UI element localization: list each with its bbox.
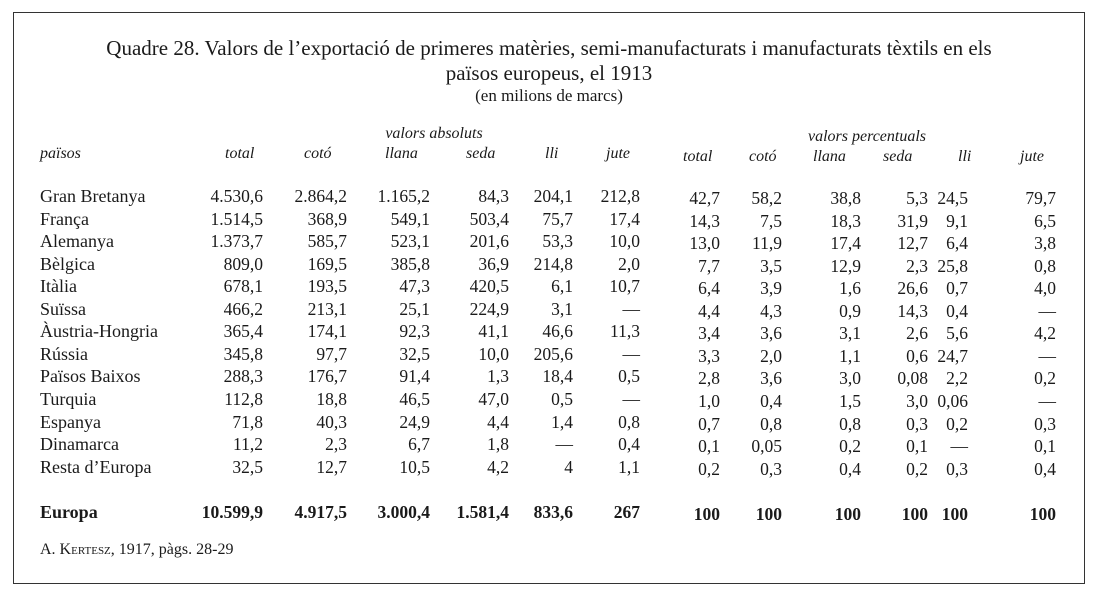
table-cell-pct-lli: 5,6	[946, 323, 968, 344]
row-country-name: França	[40, 208, 89, 229]
table-cell-pct-cotó: 7,5	[760, 210, 782, 231]
table-cell-abs-total: 345,8	[223, 343, 263, 364]
table-cell-abs-cotó: 193,5	[307, 276, 347, 297]
table-cell-abs-total: 288,3	[223, 366, 263, 387]
table-cell-pct-llana: 18,3	[830, 210, 861, 231]
table-cell-abs-cotó: 4.917,5	[294, 502, 347, 522]
table-cell-pct-total: 3,4	[698, 323, 720, 344]
table-cell-abs-cotó: 18,8	[316, 388, 347, 409]
table-cell-abs-lli: 6,1	[551, 276, 573, 297]
column-header-abs-lli: lli	[545, 145, 559, 162]
table-cell-abs-jute: 10,7	[609, 276, 640, 297]
table-cell-abs-seda: 47,0	[478, 388, 509, 409]
table-cell-pct-lli: 0,7	[946, 278, 968, 299]
column-header-abs-llana: llana	[385, 145, 418, 162]
table-cell-abs-lli: 46,6	[542, 321, 573, 342]
row-country-name: Dinamarca	[40, 434, 119, 455]
table-cell-abs-seda: 420,5	[469, 276, 509, 297]
table-cell-abs-jute: —	[622, 388, 640, 409]
column-header-pct-lli: lli	[958, 148, 972, 165]
table-cell-pct-jute: 6,5	[1034, 210, 1056, 231]
table-cell-pct-lli: 0,3	[946, 458, 968, 479]
table-cell-abs-lli: 18,4	[542, 366, 573, 387]
table-cell-abs-seda: 41,1	[478, 321, 509, 342]
table-cell-abs-seda: 201,6	[469, 231, 509, 252]
table-cell-abs-cotó: 176,7	[307, 366, 347, 387]
table-cell-abs-cotó: 40,3	[316, 411, 347, 432]
table-cell-abs-seda: 1,8	[487, 434, 509, 455]
table-cell-abs-seda: 503,4	[469, 208, 509, 229]
table-cell-abs-cotó: 169,5	[307, 253, 347, 274]
table-cell-abs-llana: 549,1	[390, 208, 430, 229]
table-cell-pct-jute: 0,1	[1034, 436, 1056, 457]
table-cell-abs-seda: 1,3	[487, 366, 509, 387]
table-cell-abs-seda: 36,9	[478, 253, 509, 274]
table-cell-pct-seda: 0,3	[906, 413, 928, 434]
row-country-name: Gran Bretanya	[40, 186, 146, 206]
table-cell-pct-lli: 9,1	[946, 210, 968, 231]
table-cell-pct-jute: 3,8	[1034, 233, 1056, 254]
table-cell-abs-lli: 3,1	[551, 298, 573, 319]
table-cell-pct-cotó: 3,6	[760, 323, 782, 344]
table-title: Quadre 28. Valors de l’exportació de primeres matèries, semi-manufacturats i manufacturats tèxtils en els	[106, 36, 992, 60]
table-cell-abs-seda: 4,2	[487, 456, 509, 477]
table-cell-pct-jute: 0,4	[1034, 458, 1056, 479]
table-cell-abs-total: 71,8	[232, 411, 263, 432]
group-header-percent: valors percentuals	[807, 128, 927, 145]
table-cell-pct-jute: 0,3	[1034, 413, 1056, 434]
table-cell-abs-llana: 24,9	[399, 411, 430, 432]
table-cell-abs-total: 678,1	[223, 276, 263, 297]
table-cell-abs-lli: 75,7	[542, 208, 573, 229]
table-cell-pct-seda: 14,3	[897, 300, 928, 321]
table-cell-pct-cotó: 4,3	[760, 300, 782, 321]
table-cell-pct-lli: 6,4	[946, 233, 968, 254]
table-cell-abs-cotó: 213,1	[307, 298, 347, 319]
table-cell-pct-lli: 0,06	[937, 390, 968, 411]
table-cell-pct-cotó: 3,9	[760, 278, 782, 299]
table-cell-pct-jute: 4,0	[1034, 278, 1056, 299]
table-cell-pct-jute: —	[1038, 300, 1056, 321]
table-cell-abs-cotó: 2,3	[325, 434, 347, 455]
row-country-name: Suïssa	[40, 298, 87, 319]
table-cell-abs-total: 11,2	[233, 434, 263, 455]
table-cell-pct-llana: 1,1	[839, 345, 861, 366]
table-cell-pct-seda: 2,6	[906, 323, 928, 344]
table-cell-abs-seda: 4,4	[487, 411, 509, 432]
table-cell-pct-llana: 1,6	[839, 278, 861, 299]
table-cell-pct-seda: 0,2	[906, 458, 928, 479]
table-cell-abs-jute: —	[622, 343, 640, 364]
source-note	[40, 541, 233, 559]
table-cell-pct-lli: 0,2	[946, 413, 968, 434]
table-cell-pct-llana: 1,5	[839, 390, 861, 411]
table-cell-abs-jute: 212,8	[600, 186, 640, 206]
table-cell-pct-total: 4,4	[698, 300, 720, 321]
table-cell-pct-total: 0,7	[698, 413, 720, 434]
table-cell-pct-llana: 0,2	[839, 436, 861, 457]
table-cell-pct-cotó: 0,8	[760, 413, 782, 434]
table-cell-pct-lli: 24,5	[937, 188, 968, 208]
table-cell-pct-jute: 100	[1029, 504, 1056, 524]
table-cell-pct-lli: 2,2	[946, 368, 968, 389]
row-country-name: Àustria-Hongria	[40, 321, 158, 342]
table-cell-pct-seda: 3,0	[906, 390, 928, 411]
table-cell-pct-total: 6,4	[698, 278, 720, 299]
table-cell-abs-jute: 0,8	[618, 411, 640, 432]
table-cell-abs-lli: —	[555, 434, 573, 455]
table-cell-pct-seda: 0,1	[906, 436, 928, 457]
table-cell-pct-llana: 3,0	[839, 368, 861, 389]
table-cell-abs-llana: 32,5	[399, 343, 430, 364]
table-cell-abs-jute: 267	[613, 502, 640, 522]
table-cell-abs-lli: 833,6	[533, 502, 573, 522]
column-header-pct-jute: jute	[1020, 148, 1044, 165]
table-cell-pct-jute: 79,7	[1025, 188, 1056, 208]
table-cell-abs-total: 809,0	[223, 253, 263, 274]
table-cell-abs-jute: 2,0	[618, 253, 640, 274]
table-cell-abs-llana: 385,8	[390, 253, 430, 274]
table-cell-pct-total: 1,0	[698, 390, 720, 411]
table-cell-pct-total: 7,7	[698, 255, 720, 276]
table-cell-pct-total: 3,3	[698, 345, 720, 366]
table-cell-pct-total: 100	[693, 504, 720, 524]
table-cell-abs-lli: 0,5	[551, 388, 573, 409]
table-cell-abs-llana: 1.165,2	[377, 186, 430, 206]
column-header-pct-seda: seda	[883, 148, 913, 165]
table-cell-pct-seda: 12,7	[897, 233, 928, 254]
table-cell-abs-llana: 6,7	[408, 434, 430, 455]
table-cell-pct-seda: 26,6	[897, 278, 928, 299]
table-cell-abs-jute: —	[622, 298, 640, 319]
table-cell-abs-cotó: 2.864,2	[294, 186, 347, 206]
table-cell-pct-llana: 0,9	[839, 300, 861, 321]
table-cell-pct-total: 0,2	[698, 458, 720, 479]
table-cell-abs-total: 112,8	[224, 388, 263, 409]
table-cell-pct-llana: 17,4	[830, 233, 861, 254]
row-country-name: Turquia	[40, 388, 97, 409]
table-cell-abs-lli: 204,1	[533, 186, 573, 206]
table-cell-pct-jute: 0,2	[1034, 368, 1056, 389]
row-country-name: Rússia	[40, 343, 89, 364]
column-header-country: països	[40, 145, 81, 162]
table-cell-pct-lli: 25,8	[937, 255, 968, 276]
column-header-pct-total: total	[683, 148, 713, 165]
table-cell-abs-total: 10.599,9	[201, 502, 263, 522]
table-cell-abs-llana: 47,3	[399, 276, 430, 297]
table-cell-pct-llana: 3,1	[839, 323, 861, 344]
table-cell-pct-cotó: 3,6	[760, 368, 782, 389]
table-cell-abs-total: 4.530,6	[210, 186, 263, 206]
table-cell-abs-llana: 3.000,4	[377, 502, 430, 522]
source-details: , 1917, pàgs. 28-29	[110, 541, 234, 558]
table-cell-pct-total: 14,3	[689, 210, 720, 231]
table-cell-abs-lli: 1,4	[551, 411, 573, 432]
column-header-abs-seda: seda	[466, 145, 496, 162]
table-cell-abs-seda: 84,3	[478, 186, 509, 206]
table-cell-pct-cotó: 0,4	[760, 390, 782, 411]
column-header-abs-jute: jute	[606, 145, 630, 162]
table-cell-pct-cotó: 2,0	[760, 345, 782, 366]
table-cell-abs-llana: 92,3	[399, 321, 430, 342]
table-cell-abs-jute: 11,3	[610, 321, 640, 342]
table-title-line2: països europeus, el 1913	[445, 61, 653, 85]
table-cell-abs-seda: 1.581,4	[456, 502, 509, 522]
table-cell-abs-total: 1.514,5	[210, 208, 263, 229]
table-cell-pct-llana: 0,4	[839, 458, 861, 479]
table-cell-pct-cotó: 0,05	[751, 436, 782, 457]
table-cell-pct-total: 42,7	[689, 188, 720, 208]
table-cell-pct-cotó: 100	[755, 504, 782, 524]
table-cell-abs-llana: 10,5	[399, 456, 430, 477]
row-country-name: Països Baixos	[40, 366, 141, 387]
row-country-name: Bèlgica	[40, 253, 95, 274]
table-cell-pct-seda: 100	[901, 504, 928, 524]
table-cell-pct-lli: 0,4	[946, 300, 968, 321]
table-cell-abs-seda: 10,0	[478, 343, 509, 364]
column-header-pct-llana: llana	[813, 148, 846, 165]
table-cell-abs-jute: 10,0	[609, 231, 640, 252]
row-country-name: Europa	[40, 502, 98, 522]
table-cell-abs-lli: 205,6	[533, 343, 573, 364]
table-cell-abs-total: 466,2	[223, 298, 263, 319]
table-cell-pct-total: 2,8	[698, 368, 720, 389]
table-cell-pct-llana: 100	[834, 504, 861, 524]
column-header-abs-total: total	[225, 145, 255, 162]
column-header-abs-cotó: cotó	[304, 145, 332, 162]
table-cell-abs-total: 1.373,7	[210, 231, 263, 252]
table-cell-pct-jute: 0,8	[1034, 255, 1056, 276]
table-cell-pct-cotó: 0,3	[760, 458, 782, 479]
table-cell-pct-seda: 0,6	[906, 345, 928, 366]
group-header-absolute: valors absoluts	[385, 125, 483, 142]
row-country-name: Itàlia	[40, 276, 77, 297]
table-cell-pct-cotó: 3,5	[760, 255, 782, 276]
table-cell-abs-total: 32,5	[232, 456, 263, 477]
table-cell-pct-jute: 4,2	[1034, 323, 1056, 344]
table-cell-pct-seda: 0,08	[897, 368, 928, 389]
table-cell-abs-llana: 25,1	[399, 298, 430, 319]
table-cell-pct-lli: —	[950, 436, 968, 457]
table-cell-abs-jute: 17,4	[609, 208, 640, 229]
table-cell-abs-llana: 523,1	[390, 231, 430, 252]
table-cell-pct-jute: —	[1038, 345, 1056, 366]
source-author: A. Kertesz	[40, 541, 111, 558]
table-cell-pct-seda: 5,3	[906, 188, 928, 208]
table-subtitle: (en milions de marcs)	[475, 86, 623, 105]
row-country-name: Alemanya	[40, 231, 114, 252]
row-country-name: Espanya	[40, 411, 101, 432]
table-cell-abs-jute: 0,4	[618, 434, 640, 455]
table-cell-abs-total: 365,4	[223, 321, 263, 342]
table-cell-pct-lli: 100	[941, 504, 968, 524]
table-cell-pct-llana: 0,8	[839, 413, 861, 434]
table-cell-abs-cotó: 174,1	[307, 321, 347, 342]
table-cell-abs-cotó: 368,9	[307, 208, 347, 229]
table-cell-abs-seda: 224,9	[469, 298, 509, 319]
table-cell-pct-seda: 31,9	[897, 210, 928, 231]
table-cell-abs-lli: 214,8	[533, 253, 573, 274]
table-cell-pct-total: 0,1	[698, 436, 720, 457]
table-cell-pct-llana: 12,9	[830, 255, 861, 276]
table-cell-pct-cotó: 58,2	[751, 188, 782, 208]
table-cell-pct-llana: 38,8	[830, 188, 861, 208]
table-cell-abs-jute: 0,5	[618, 366, 640, 387]
table-cell-pct-total: 13,0	[689, 233, 720, 254]
row-country-name: Resta d’Europa	[40, 456, 152, 477]
table-cell-pct-jute: —	[1038, 390, 1056, 411]
table-cell-pct-cotó: 11,9	[752, 233, 782, 254]
column-header-pct-cotó: cotó	[749, 148, 777, 165]
table-cell-abs-cotó: 12,7	[316, 456, 347, 477]
table-cell-abs-jute: 1,1	[618, 456, 640, 477]
table-cell-abs-cotó: 585,7	[307, 231, 347, 252]
table-cell-abs-llana: 91,4	[399, 366, 430, 387]
table-cell-abs-lli: 4	[564, 456, 573, 477]
table-cell-abs-lli: 53,3	[542, 231, 573, 252]
table-cell-abs-llana: 46,5	[399, 388, 430, 409]
table-cell-abs-cotó: 97,7	[316, 343, 347, 364]
table-cell-pct-seda: 2,3	[906, 255, 928, 276]
table-cell-pct-lli: 24,7	[937, 345, 968, 366]
